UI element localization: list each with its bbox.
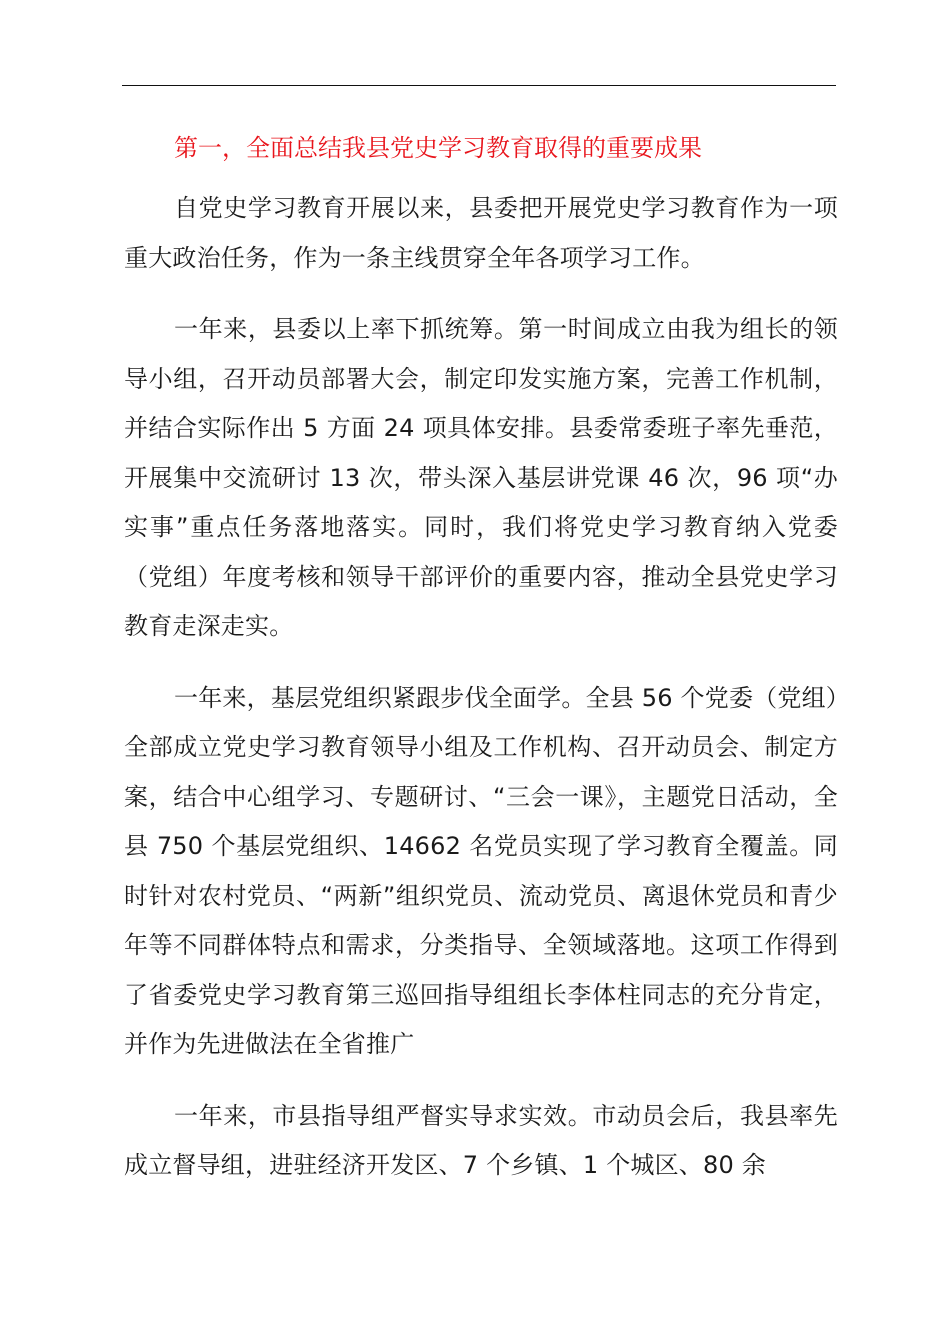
paragraph-county-committee: 一年来，县委以上率下抓统筹。第一时间成立由我为组长的领导小组，召开动员部署大会，制定印发实施方案，完善工作机制，并结合实际作出 5 方面 24 项具体安排。县委常委班子率先垂范，开展集中交流研讨 13 次，带头深入基层讲党课 46 次，96 项“办实事”重点任务落地落实。同时，我们将党史学习教育纳入党委（党组）年度考核和领导干部评价的重要内容，推动全县党史学习教育走深走实。	[124, 315, 838, 640]
paragraph-intro: 自党史学习教育开展以来，县委把开展党史学习教育作为一项重大政治任务，作为一条主线贯穿全年各项学习工作。	[124, 194, 838, 272]
section-heading: 第一，全面总结我县党史学习教育取得的重要成果	[174, 134, 702, 162]
document-body	[124, 126, 838, 1213]
paragraph-grassroots: 一年来，基层党组织紧跟步伐全面学。全县 56 个党委（党组）全部成立党史学习教育领导小组及工作机构、召开动员会、制定方案，结合中心组学习、专题研讨、“三会一课》，主题党日活动，全县 750 个基层党组织、14662 名党员实现了学习教育全覆盖。同时针对农村党员、“两新”组织党员、流动党员、离退休党员和青少年等不同群体特点和需求，分类指导、全领域落地。这项工作得到了省委党史学习教育第三巡回指导组组长李体柱同志的充分肯定，并作为先进做法在全省推广	[124, 683, 838, 1058]
header-rule	[122, 85, 836, 86]
paragraph-supervision: 一年来，市县指导组严督实导求实效。市动员会后，我县率先成立督导组，进驻经济开发区、7 个乡镇、1 个城区、80 余	[124, 1101, 838, 1179]
